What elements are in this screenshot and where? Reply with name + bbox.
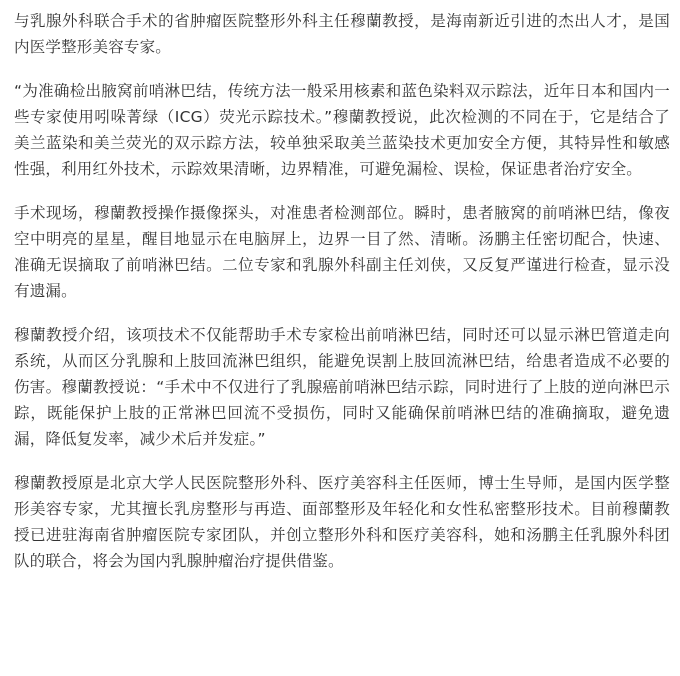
article-body (14, 8, 670, 592)
paragraph-professor-background: 穆蘭教授原是北京大学人民医院整形外科、医疗美容科主任医师，博士生导师，是国内医学整形美容专家，尤其擅长乳房整形与再造、面部整形及年轻化和女性私密整形技术。目前穆蘭教授已进驻海南省肿瘤医院专家团队，并创立整形外科和医疗美容科，她和汤鹏主任乳腺外科团队的联合，将会为国内乳腺肿瘤治疗提供借鉴。 (14, 474, 670, 570)
paragraph-intro: 与乳腺外科联合手术的省肿瘤医院整形外科主任穆蘭教授，是海南新近引进的杰出人才，是国内医学整形美容专家。 (14, 12, 670, 56)
paragraph-detection-method: “为准确检出腋窝前哨淋巴结，传统方法一般采用核素和蓝色染料双示踪法，近年日本和国内一些专家使用吲哚菁绿（ICG）荧光示踪技术。”穆蘭教授说，此次检测的不同在于，它是结合了美兰蓝染和美兰荧光的双示踪方法，较单独采取美兰蓝染技术更加安全方便，其特异性和敏感性强，利用红外技术，示踪效果清晰，边界精准，可避免漏检、误检，保证患者治疗安全。 (14, 82, 670, 178)
paragraph-technique-benefits: 穆蘭教授介绍，该项技术不仅能帮助手术专家检出前哨淋巴结，同时还可以显示淋巴管道走向系统，从而区分乳腺和上肢回流淋巴组织，能避免误割上肢回流淋巴结，给患者造成不必要的伤害。穆蘭教授说：“手术中不仅进行了乳腺癌前哨淋巴结示踪，同时进行了上肢的逆向淋巴示踪，既能保护上肢的正常淋巴回流不受损伤，同时又能确保前哨淋巴结的准确摘取，避免遗漏，降低复发率，减少术后并发症。” (14, 326, 670, 448)
paragraph-surgery-scene: 手术现场，穆蘭教授操作摄像探头，对准患者检测部位。瞬时，患者腋窝的前哨淋巴结，像夜空中明亮的星星，醒目地显示在电脑屏上，边界一目了然、清晰。汤鹏主任密切配合，快速、准确无误摘取了前哨淋巴结。二位专家和乳腺外科副主任刘侠，又反复严谨进行检查，显示没有遗漏。 (14, 204, 670, 300)
